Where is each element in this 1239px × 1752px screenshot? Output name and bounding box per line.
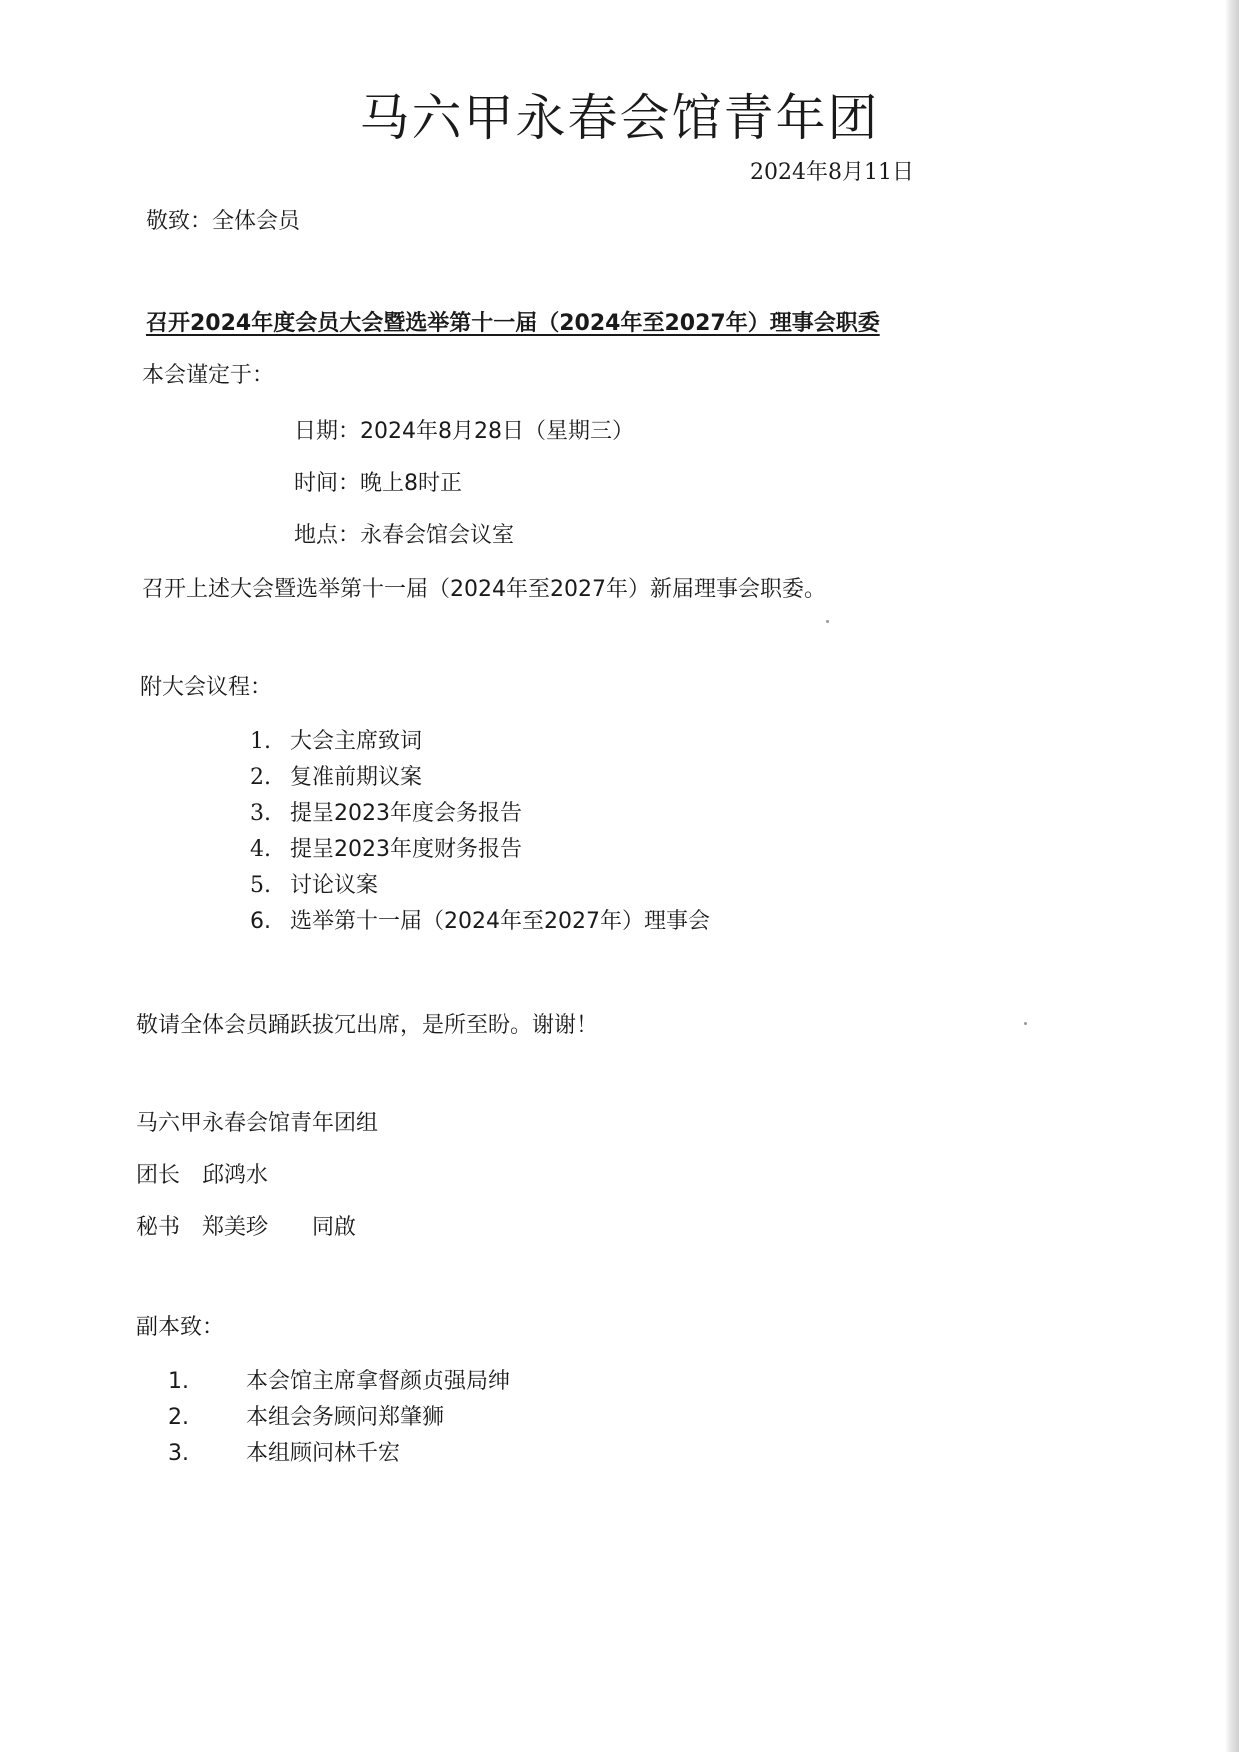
list-item [168,1436,510,1472]
cc-heading: 副本致： [136,1315,225,1340]
item-text: 本组顾问林千宏 [246,1441,401,1466]
meeting-venue: 地点：永春会馆会议室 [294,523,515,548]
intro-line: 本会谨定于： [142,363,275,388]
list-item [168,1400,510,1436]
meeting-date: 日期：2024年8月28日（星期三） [294,419,634,444]
closing-line: 敬请全体会员踊跃拔冗出席，是所至盼。谢谢！ [136,1013,599,1038]
letter-date: 2024年8月11日 [750,160,914,185]
scan-speck [826,620,829,623]
list-item [250,868,710,904]
list-item [168,1364,510,1400]
subject-heading: 召开2024年度会员大会暨选举第十一届（2024年至2027年）理事会职委 [146,311,880,336]
signature-leader: 团长 邱鸿水 [136,1163,269,1188]
list-item [250,832,710,868]
item-text: 提呈2023年度财务报告 [290,837,522,862]
item-text: 提呈2023年度会务报告 [290,801,522,826]
item-number: 5. [250,873,271,898]
list-item [250,724,710,760]
page-edge-shadow [1225,0,1239,1752]
item-text: 讨论议案 [290,873,379,898]
item-number: 2. [168,1405,189,1430]
letter-title: 马六甲永春会馆青年团 [359,89,880,147]
item-text: 大会主席致词 [290,729,423,754]
signature-org: 马六甲永春会馆青年团组 [136,1111,379,1136]
item-number: 2. [250,765,271,790]
item-number: 6. [250,909,271,934]
item-text: 选举第十一届（2024年至2027年）理事会 [290,909,710,934]
item-text: 复准前期议案 [290,765,423,790]
meeting-time: 时间：晚上8时正 [294,471,462,496]
item-number: 1. [168,1369,189,1394]
agenda-heading: 附大会议程： [140,675,273,700]
cc-list [168,1364,510,1472]
item-number: 4. [250,837,271,862]
scan-speck [1024,1022,1027,1025]
recipient-line: 敬致：全体会员 [146,209,301,234]
item-text: 本会馆主席拿督颜贞强局绅 [246,1369,511,1394]
item-number: 1. [250,729,271,754]
list-item [250,760,710,796]
list-item [250,796,710,832]
signature-secretary: 秘书 郑美珍 同啟 [136,1215,357,1240]
item-number: 3. [250,801,271,826]
agenda-list [250,724,710,940]
item-number: 3. [168,1441,189,1466]
list-item [250,904,710,940]
item-text: 本组会务顾问郑肇狮 [246,1405,445,1430]
purpose-line: 召开上述大会暨选举第十一届（2024年至2027年）新届理事会职委。 [142,577,826,602]
